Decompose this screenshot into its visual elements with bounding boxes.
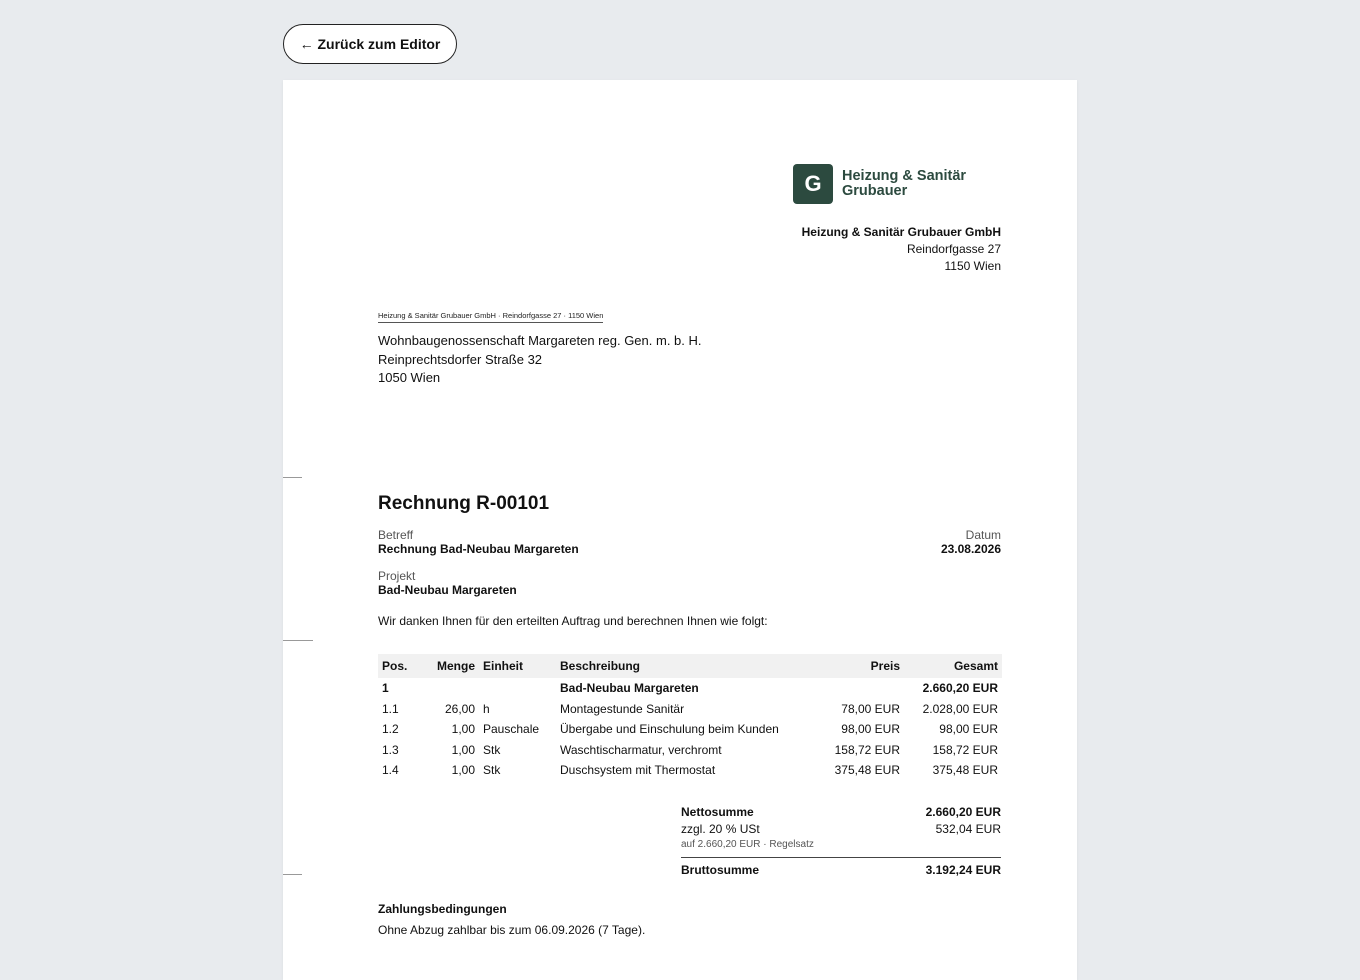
- table-row: [378, 740, 1002, 761]
- return-address-line: Heizung & Sanitär Grubauer GmbH · Reindorfgasse 27 · 1150 Wien: [378, 311, 603, 323]
- project-block: [378, 569, 517, 597]
- table-group-row: [378, 678, 1002, 699]
- row-desc: Duschsystem mit Thermostat: [560, 763, 716, 778]
- col-gesamt-header: Gesamt: [904, 654, 1002, 678]
- sender-name: Heizung & Sanitär Grubauer GmbH: [801, 225, 1001, 239]
- row-einheit: Stk: [483, 742, 501, 757]
- recipient-address: [378, 332, 702, 388]
- row-gesamt: 375,48 EUR: [932, 763, 998, 778]
- betreff-block: [378, 528, 579, 556]
- col-beschreibung-header: Beschreibung: [556, 654, 806, 678]
- betreff-label: Betreff: [378, 528, 414, 542]
- payment-terms-heading: Zahlungsbedingungen: [378, 902, 507, 916]
- table-row: [378, 699, 1002, 720]
- row-desc: Montagestunde Sanitär: [560, 701, 685, 716]
- invoice-title: Rechnung R-00101: [378, 493, 550, 514]
- row-menge: 1,00: [451, 722, 475, 737]
- group-total: 2.660,20 EUR: [922, 681, 998, 696]
- logo-mark: G: [793, 164, 833, 204]
- col-preis-header: Preis: [806, 654, 904, 678]
- row-einheit: Stk: [483, 763, 501, 778]
- row-desc: Übergabe und Einschulung beim Kunden: [560, 722, 779, 737]
- recipient-street: Reinprechtsdorfer Straße 32: [378, 351, 543, 367]
- vat-row: [681, 821, 1001, 838]
- group-pos: 1: [382, 681, 389, 696]
- col-einheit-header: Einheit: [479, 654, 556, 678]
- col-pos-header: Pos.: [378, 654, 426, 678]
- punch-mark: [283, 640, 313, 641]
- net-total-value: 2.660,20 EUR: [925, 805, 1001, 819]
- row-gesamt: 158,72 EUR: [932, 742, 998, 757]
- gross-total-label: Bruttosumme: [681, 863, 760, 877]
- date-value: 23.08.2026: [940, 542, 1001, 556]
- row-menge: 1,00: [451, 742, 475, 757]
- row-pos: 1.3: [382, 742, 399, 757]
- logo-line-2: Grubauer: [842, 183, 908, 199]
- back-to-editor-button[interactable]: [283, 24, 457, 64]
- row-gesamt: 98,00 EUR: [939, 722, 998, 737]
- table-header-row: [378, 654, 1002, 678]
- vat-note: auf 2.660,20 EUR · Regelsatz: [681, 839, 814, 850]
- net-total-label: Nettosumme: [681, 805, 754, 819]
- net-total-row: [681, 804, 1001, 821]
- row-desc: Waschtischarmatur, verchromt: [560, 742, 722, 757]
- totals-block: [681, 804, 1001, 879]
- company-logo: [793, 164, 966, 204]
- logo-line-1: Heizung & Sanitär: [842, 168, 967, 184]
- row-preis: 78,00 EUR: [841, 701, 900, 716]
- table-row: [378, 760, 1002, 781]
- row-preis: 375,48 EUR: [834, 763, 900, 778]
- recipient-name: Wohnbaugenossenschaft Margareten reg. Gen. m. b. H.: [378, 333, 702, 348]
- payment-terms-text: Ohne Abzug zahlbar bis zum 06.09.2026 (7 Tage).: [378, 923, 646, 937]
- vat-value: 532,04 EUR: [935, 822, 1001, 836]
- row-einheit: h: [483, 701, 490, 716]
- group-desc: Bad-Neubau Margareten: [560, 681, 699, 696]
- project-label: Projekt: [378, 569, 416, 583]
- back-button-label: ← Zurück zum Editor: [299, 36, 441, 52]
- recipient-city: 1050 Wien: [378, 370, 441, 385]
- row-pos: 1.1: [382, 701, 399, 716]
- table-row: [378, 719, 1002, 740]
- logo-text: [842, 169, 966, 199]
- intro-text: Wir danken Ihnen für den erteilten Auftrag und berechnen Ihnen wie folgt:: [378, 614, 768, 628]
- col-menge-header: Menge: [426, 654, 479, 678]
- sender-street: Reindorfgasse 27: [906, 242, 1001, 256]
- row-menge: 26,00: [444, 701, 475, 716]
- row-pos: 1.2: [382, 722, 399, 737]
- row-preis: 98,00 EUR: [841, 722, 900, 737]
- sender-address: [802, 224, 1001, 275]
- betreff-value: Rechnung Bad-Neubau Margareten: [378, 542, 579, 556]
- gross-total-row: [681, 857, 1001, 879]
- fold-mark-bottom: [283, 874, 302, 875]
- gross-total-value: 3.192,24 EUR: [925, 863, 1001, 877]
- vat-label: zzgl. 20 % USt: [681, 822, 760, 836]
- sender-city: 1150 Wien: [944, 259, 1001, 273]
- fold-mark-top: [283, 477, 302, 478]
- row-menge: 1,00: [451, 763, 475, 778]
- row-preis: 158,72 EUR: [834, 742, 900, 757]
- date-block: [941, 528, 1001, 556]
- line-items-table: [378, 654, 1002, 781]
- date-label: Datum: [965, 528, 1001, 542]
- invoice-page: [283, 80, 1077, 980]
- project-value: Bad-Neubau Margareten: [378, 583, 517, 597]
- row-pos: 1.4: [382, 763, 399, 778]
- row-einheit: Pauschale: [483, 722, 540, 737]
- row-gesamt: 2.028,00 EUR: [922, 701, 998, 716]
